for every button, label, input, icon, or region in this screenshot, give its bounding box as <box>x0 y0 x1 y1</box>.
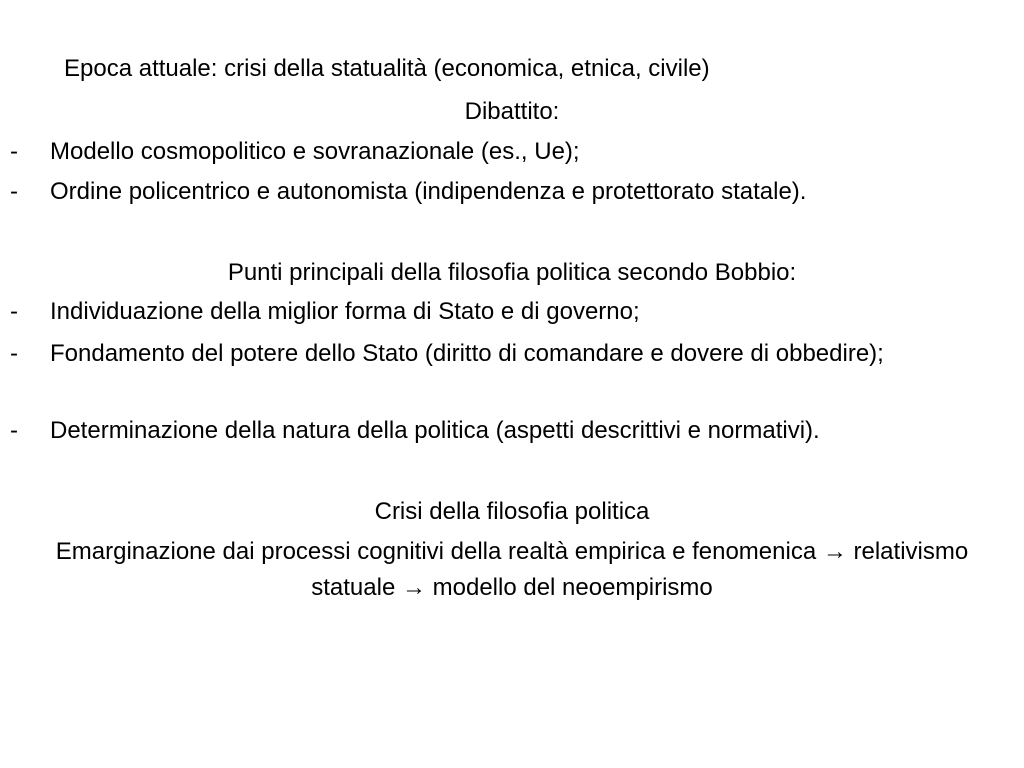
bullet-marker: - <box>10 340 18 367</box>
bullet-marker: - <box>10 298 18 325</box>
crisis-text: Emarginazione dai processi cognitivi della realtà empirica e fenomenica → relativismo statuale → modello del neoempirismo <box>55 538 969 601</box>
bullet-marker: - <box>10 178 18 205</box>
bobbio-item-text: Individuazione della miglior forma di Stato e di governo; <box>50 298 640 325</box>
debate-heading: Dibattito: <box>464 98 560 125</box>
intro-text: Epoca attuale: crisi della statualità (economica, etnica, civile) <box>64 55 710 82</box>
bullet-marker: - <box>10 417 18 444</box>
bobbio-heading: Punti principali della filosofia politica secondo Bobbio: <box>227 259 797 286</box>
bobbio-item-text: Determinazione della natura della politica (aspetti descrittivi e normativi). <box>50 417 820 444</box>
crisis-heading: Crisi della filosofia politica <box>374 498 650 525</box>
bullet-marker: - <box>10 138 18 165</box>
debate-item-text: Ordine policentrico e autonomista (indipendenza e protettorato statale). <box>50 178 807 205</box>
debate-item-text: Modello cosmopolitico e sovranazionale (es., Ue); <box>50 138 580 165</box>
bobbio-item-text: Fondamento del potere dello Stato (diritto di comandare e dovere di obbedire); <box>50 340 884 367</box>
